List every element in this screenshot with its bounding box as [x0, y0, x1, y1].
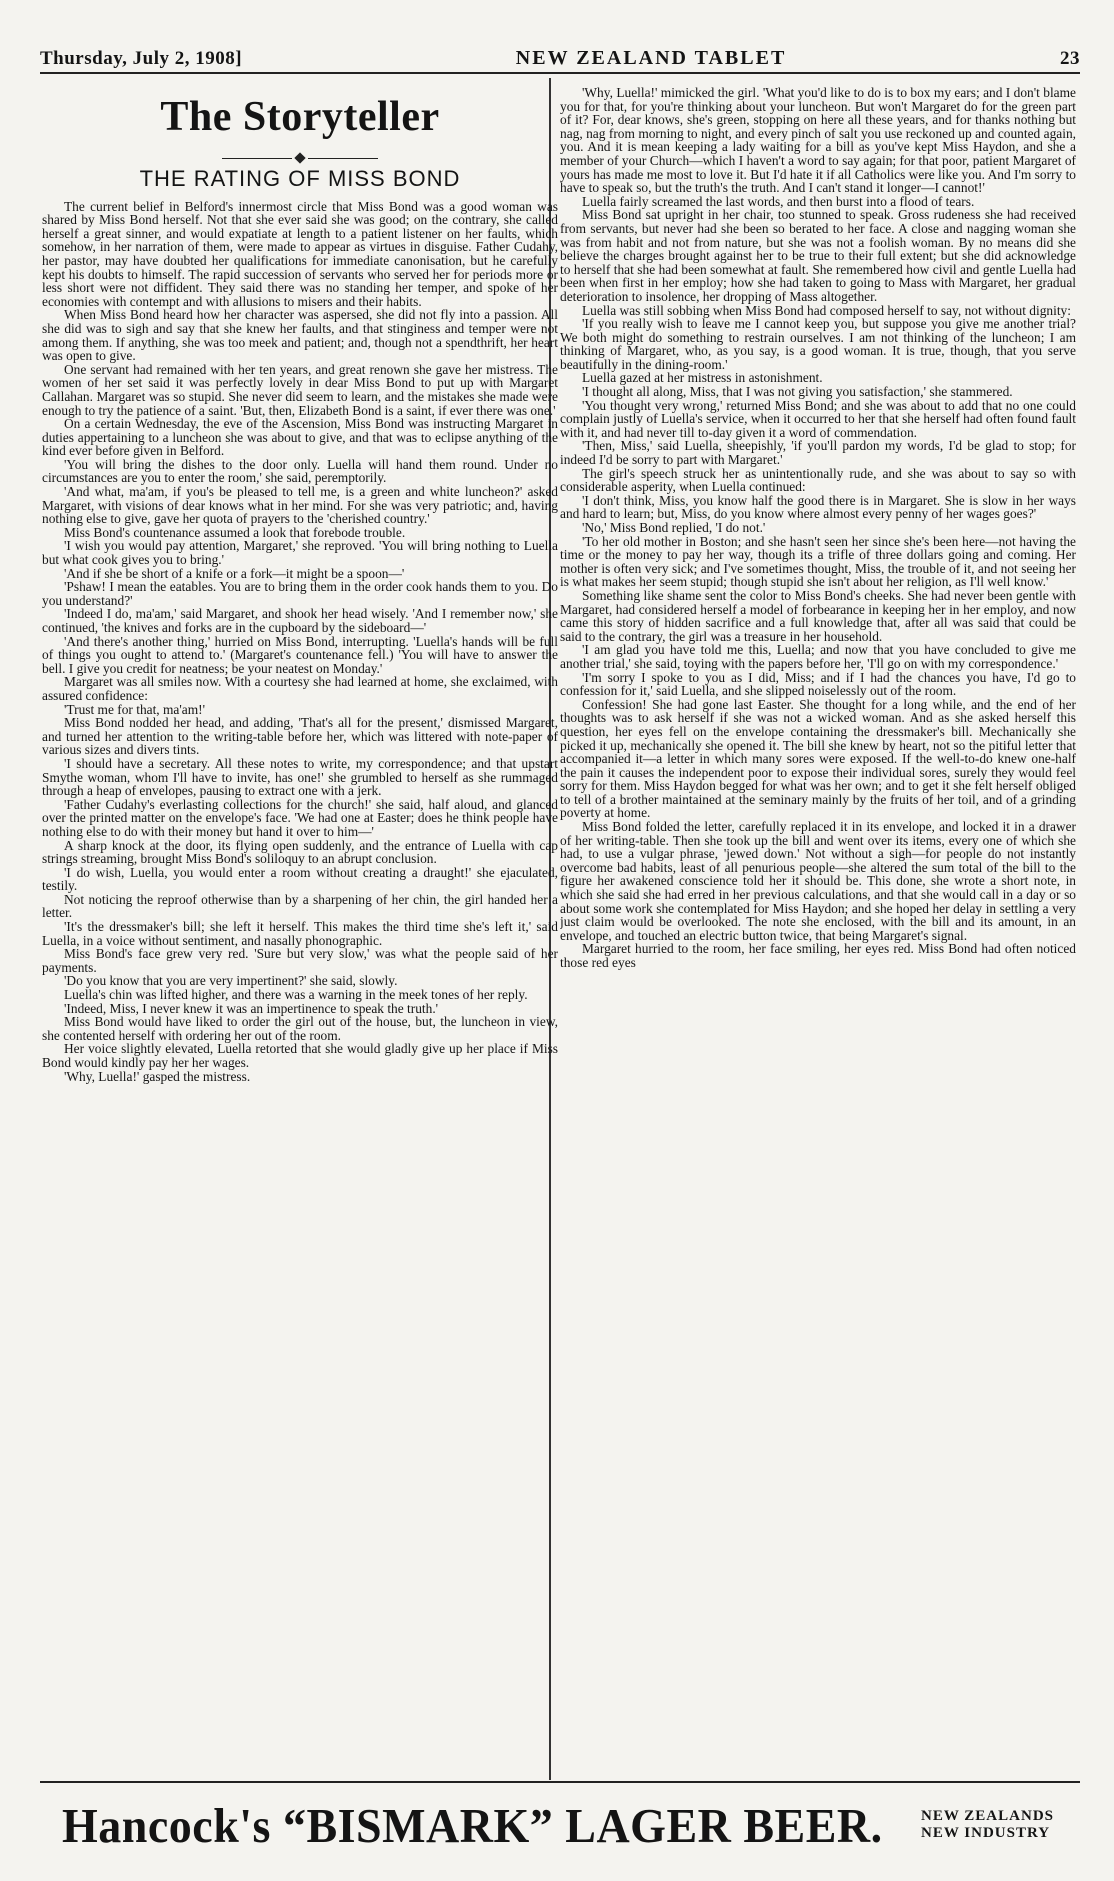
paragraph: 'And what, ma'am, if you's be pleased to tell me, is a green and white luncheon?' asked Margaret, with visions of dear knows what in her mind. For she was very patriotic; and, having nothing else to give, gave her quota of prayers to the 'cherished country.': [42, 484, 558, 527]
paragraph: Miss Bond would have liked to order the girl out of the house, but, the luncheon in view, she contented herself with ordering her out of the room.: [42, 1014, 558, 1043]
paragraph: One servant had remained with her ten years, and great renown she gave her mistress. The women of her set said it was perfectly lovely in dear Miss Bond to put up with Margaret Callahan. Margaret was so stupid. She never did seem to learn, and the mistakes she made were enough to try the patience of a saint. 'But, then, Elizabeth Bond is a saint, if ever there was one.': [42, 361, 558, 418]
paragraph: On a certain Wednesday, the eve of the Ascension, Miss Bond was instructing Margaret in duties appertaining to a luncheon she was about to give, and that was to eclipse anything of the kind ever before given in Belford.: [42, 416, 558, 459]
paragraph: Luella gazed at her mistress in astonishment.: [582, 370, 823, 386]
paragraph: 'And there's another thing,' hurried on Miss Bond, interrupting. 'Luella's hands will be full of things you ought to attend to.' (Margaret's countenance fell.) 'You will have to answer the bell. I give you credit for neatness; be your neatest on Monday.': [42, 633, 558, 676]
paragraph: Miss Bond folded the letter, carefully replaced it in its envelope, and locked it in a drawer of her writing-table. Then she took up the bill and went over its items, every one of which she had, to use a vulgar phrase, 'jewed down.' Not without a sigh—for people do not instantly overcome bad habits, least of all penurious people—she altered the sum total of the bill to the figure her awakened conscience told her it should be. This done, she wrote a short note, in which she said she had erred in her previous calculations, and that she would call in a day or so about some work she contemplated for Miss Haydon; and she hoped her delay in settling a very just claim would be overlooked. The note she enclosed, with the bill and its amount, in an envelope, and touched an electric button twice, that being Margaret's signal.: [560, 819, 1076, 943]
page-header: [40, 36, 1080, 70]
story-title: THE RATING OF MISS BOND: [139, 166, 461, 191]
paragraph: 'Indeed I do, ma'am,' said Margaret, and shook her head wisely. 'And I remember now,' she continued, 'the knives and forks are in the cupboard by the sideboard—': [42, 606, 558, 635]
tagline-line-1: NEW ZEALANDS: [920, 1808, 1054, 1824]
paragraph: Margaret hurried to the room, her face smiling, her eyes red. Miss Bond had often noticed those red eyes: [560, 941, 1076, 970]
paragraph: 'Then, Miss,' said Luella, sheepishly, 'if you'll pardon my words, I'd be glad to stop; for indeed I'd be sorry to part with Margaret.': [560, 438, 1076, 468]
article-column-right: [560, 86, 1076, 1776]
paragraph: Miss Bond's countenance assumed a look that forebode trouble.: [64, 524, 406, 540]
paragraph: A sharp knock at the door, its flying open suddenly, and the entrance of Luella with cap strings streaming, brought Miss Bond's soliloquy to an abrupt conclusion.: [42, 837, 558, 867]
paragraph: 'I wish you would pay attention, Margaret,' she reproved. 'You will bring nothing to Luella but what cook gives you to bring.': [42, 538, 558, 568]
paragraph: 'No,' Miss Bond replied, 'I do not.': [582, 520, 766, 535]
paragraph: 'And if she be short of a knife or a fork—it might be a spoon—': [64, 565, 405, 581]
paragraph: Confession! She had gone last Easter. She thought for a long while, and the end of her thoughts was to ask herself if she was not a wicked woman. And as she asked herself this question, her eyes fell on the envelope containing the dressmaker's bill. Mechanically she picked it up, mechanically she opened it. The bill she knew by heart, not so the pitiful letter that accompanied it—a letter in which many sores were exposed. If the well-to-do knew one-half the pain it causes the independent poor to expose their individual sores, surely they would feel sorry for them. Miss Haydon begged for what was her own; and to get it she felt herself obliged to tell of a brother maintained at the seminary mainly by the fruits of her toil, and of a grinding poverty at home.: [560, 696, 1076, 821]
paragraph: Margaret was all smiles now. With a courtesy she had learned at home, she exclaimed, with assured confidence:: [42, 674, 558, 703]
paragraph: Luella fairly screamed the last words, and then burst into a flood of tears.: [582, 193, 975, 209]
footer-rule: [40, 1781, 1080, 1783]
paragraph: 'I am glad you have told me this, Luella; and now that you have concluded to give me another trial,' she said, toying with the papers before her, 'I'll go on with my correspondence.': [560, 642, 1076, 671]
paragraph: 'Pshaw! I mean the eatables. You are to bring them in the order cook hands them to you. Do you understand?': [42, 579, 558, 608]
paragraph: 'It's the dressmaker's bill; she left it herself. This makes the third time she's left it,' said Luella, in a voice without sentiment, and nasally phonographic.: [42, 919, 558, 948]
paragraph: Luella's chin was lifted higher, and there was a warning in the meek tones of her reply.: [64, 987, 528, 1003]
paragraph: Miss Bond's face grew very red. 'Sure but very slow,' was what the people said of her payments.: [42, 946, 558, 975]
paragraph: Luella was still sobbing when Miss Bond had composed herself to say, not without dignity:: [582, 302, 1071, 318]
paragraph: The current belief in Belford's innermost circle that Miss Bond was a good woman was shared by Miss Bond herself. Not that she ever said she was good; on the contrary, she called herself a great sinner, and would expatiate at length to a patient listener on her faults, which somehow, in her narration of them, were made to appear as virtues in disguise. Father Cudahy, her pastor, may have doubted her qualifications for immediate canonisation, but he carefully kept his doubts to himself. The rapid succession of servants who served her for periods more or less short were not diffident. They said there was no standing her temper, and spoke of her economies with contempt and with allusions to misers and their habits.: [42, 198, 558, 309]
article-column-left: [42, 86, 558, 1776]
paragraph: The girl's speech struck her as unintentionally rude, and she was about to say so with considerable asperity, when Luella continued:: [560, 465, 1076, 495]
paragraph: 'I do wish, Luella, you would enter a room without creating a draught!' she ejaculated, testily.: [42, 864, 558, 894]
paragraph: Miss Bond nodded her head, and adding, 'That's all for the present,' dismissed Margaret, and turned her attention to the writing-table before her, which was littered with note-paper of various sizes and divers tints.: [42, 715, 558, 758]
advertisement-tagline: [921, 1808, 1054, 1842]
paragraph: 'I should have a secretary. All these notes to write, my correspondence; and that upstart Smythe woman, whom I'll have to invite, has one!' she grumbled to herself as she rummaged through a heap of envelopes, pausing to extract one with a jerk.: [42, 755, 558, 799]
advertisement-headline: Hancock's “BISMARK” LAGER BEER.: [62, 1798, 883, 1852]
paragraph: 'To her old mother in Boston; and she hasn't seen her since she's been here—not having the time or the money to pay her way, though its a trifle of three dollars going and coming. Her mother is often very sick; and I've sometimes thought, Miss, the trouble of it, and not seeing her is what makes her seem stupid; though stupid she isn't about her religion, as I'll well know.': [560, 533, 1076, 590]
paragraph: 'Indeed, Miss, I never knew it was an impertinence to speak the truth.': [64, 1000, 439, 1016]
title-ornament: [42, 154, 558, 162]
issue-date: Thursday, July 2, 1908]: [40, 48, 243, 69]
paragraph: 'I'm sorry I spoke to you as I did, Miss; and if I had the chances you have, I'd go to confession for it,' said Luella, and she slipped noiselessly out of the room.: [560, 669, 1076, 699]
paragraph: 'I thought all along, Miss, that I was not giving you satisfaction,' she stammered.: [582, 384, 1013, 400]
paragraph: 'Do you know that you are very impertinent?' she said, slowly.: [64, 973, 398, 989]
paragraph: 'Father Cudahy's everlasting collections for the church!' she said, half aloud, and glanced over the printed matter on the envelope's face. 'We had one at Easter; does he think people have nothing else to do with their money but hand it over to him—': [42, 796, 558, 839]
header-rule: [40, 72, 1080, 74]
paragraph: 'Why, Luella!' mimicked the girl. 'What you'd like to do is to box my ears; and I don't blame you for that, for you're thinking about your luncheon. But won't Margaret do for the green part of it? For, dear knows, she's green, stopping on here all these years, and for thanks nothing but nag, nag from morning to night, and every pinch of salt you use reckoned up and counted again, you. And it is mean keeping a lady waiting for a bill as you've kept Miss Haydon, and she a member of your Church—which I haven't a word to say again; for that poor, patient Margaret of yours has made me most to love it. But I'd hate it if all Catholics were like you. And I'm sorry to have to speak so, but the truth's the truth. And I can't stand it longer—I cannot!': [560, 86, 1076, 196]
paragraph: 'Why, Luella!' gasped the mistress.: [64, 1068, 251, 1084]
advertisement-banner: [62, 1789, 1072, 1861]
paragraph: Not noticing the reproof otherwise than by a sharpening of her chin, the girl handed her a letter.: [42, 891, 558, 921]
paragraph: Her voice slightly elevated, Luella retorted that she would gladly give up her place if Miss Bond would kindly pay her her wages.: [42, 1041, 558, 1070]
page-number: 23: [1060, 48, 1080, 69]
section-title: The Storyteller: [160, 94, 440, 140]
paragraph: Something like shame sent the color to Miss Bond's cheeks. She had never been gentle with Margaret, had considered herself a model of forbearance in keeping her in her employ, and now came this story of hidden sacrifice and a full knowledge that, after all was said that could be said to the contrary, the girl was a treasure in her household.: [560, 587, 1076, 644]
paragraph: 'I don't think, Miss, you know half the good there is in Margaret. She is slow in her ways and hard to learn; but, Miss, do you know where almost every penny of her wages goes?': [560, 492, 1076, 522]
paragraph: Miss Bond sat upright in her chair, too stunned to speak. Gross rudeness she had received from servants, but never had she been so berated to her face. A close and nagging woman she was from habit and not from nature, but she was not a foolish woman. By no means did she believe the charges brought against her to be true to their full extent; but she did acknowledge to herself that she had been somewhat at fault. She remembered how civil and gentle Luella had been when first in her employ; how she had taken to going to Mass with Margaret, her gradual deterioration to insolence, her dropping of Mass altogether.: [560, 207, 1076, 304]
paragraph: 'You thought very wrong,' returned Miss Bond; and she was about to add that no one could complain justly of Luella's service, when it occurred to her that she herself had often found fault with it, and had never till to-day given it a word of commendation.: [560, 397, 1076, 440]
publication-name: NEW ZEALAND TABLET: [515, 47, 787, 69]
paragraph: 'Trust me for that, ma'am!': [64, 701, 206, 717]
paragraph: 'You will bring the dishes to the door only. Luella will hand them round. Under no circumstances are you to enter the room,' she said, peremptorily.: [42, 456, 558, 486]
paragraph: 'If you really wish to leave me I cannot keep you, but suppose you give me another trial? We both might do something to restrain ourselves. I am not thinking of the luncheon; I am thinking of Margaret, who, as you say, is a good woman. It is true, though, that you serve beautifully in the dining-room.': [560, 316, 1076, 372]
tagline-line-2: NEW INDUSTRY: [920, 1825, 1051, 1841]
paragraph: When Miss Bond heard how her character was aspersed, she did not fly into a passion. All she did was to sigh and say that she knew her faults, and that stinginess and temper were not among them. If anything, she was too meek and patient; and, though not a spendthrift, her heart was open to give.: [42, 307, 558, 364]
